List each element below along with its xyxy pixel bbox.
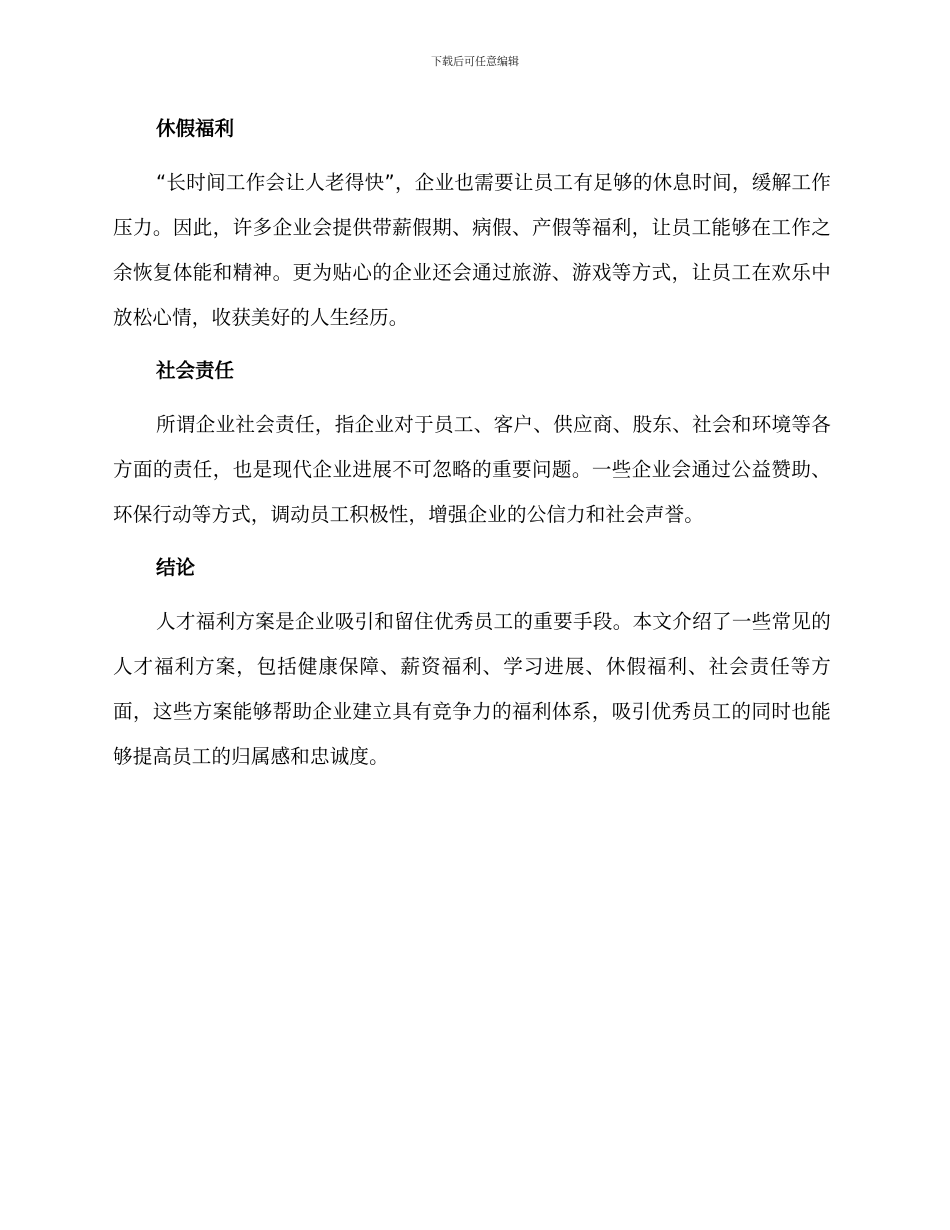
section-paragraph: 人才福利方案是企业吸引和留住优秀员工的重要手段。本文介绍了一些常见的人才福利方案，包括健康保障、薪资福利、学习进展、休假福利、社会责任等方面，这些方案能够帮助企业建立具有竞争力的福利体系，吸引优秀员工的同时也能够提高员工的归属感和忠诚度。 — [113, 610, 831, 768]
section-social-responsibility — [113, 352, 831, 537]
section-heading: 休假福利 — [156, 117, 235, 140]
document-body — [113, 110, 831, 791]
section-vacation-benefits — [113, 110, 831, 340]
section-heading: 结论 — [156, 556, 196, 579]
section-paragraph: “长时间工作会让人老得快”，企业也需要让员工有足够的休息时间，缓解工作压力。因此，许多企业会提供带薪假期、病假、产假等福利，让员工能够在工作之余恢复体能和精神。更为贴心的企业还会通过旅游、游戏等方式，让员工在欢乐中放松心情，收获美好的人生经历。 — [113, 171, 831, 329]
section-paragraph: 所谓企业社会责任，指企业对于员工、客户、供应商、股东、社会和环境等各方面的责任，也是现代企业进展不可忽略的重要问题。一些企业会通过公益赞助、环保行动等方式，调动员工积极性，增强企业的公信力和社会声誉。 — [113, 413, 831, 526]
section-heading: 社会责任 — [156, 359, 235, 382]
section-conclusion — [113, 549, 831, 779]
page-header-note: 下载后可任意编辑 — [431, 55, 519, 68]
